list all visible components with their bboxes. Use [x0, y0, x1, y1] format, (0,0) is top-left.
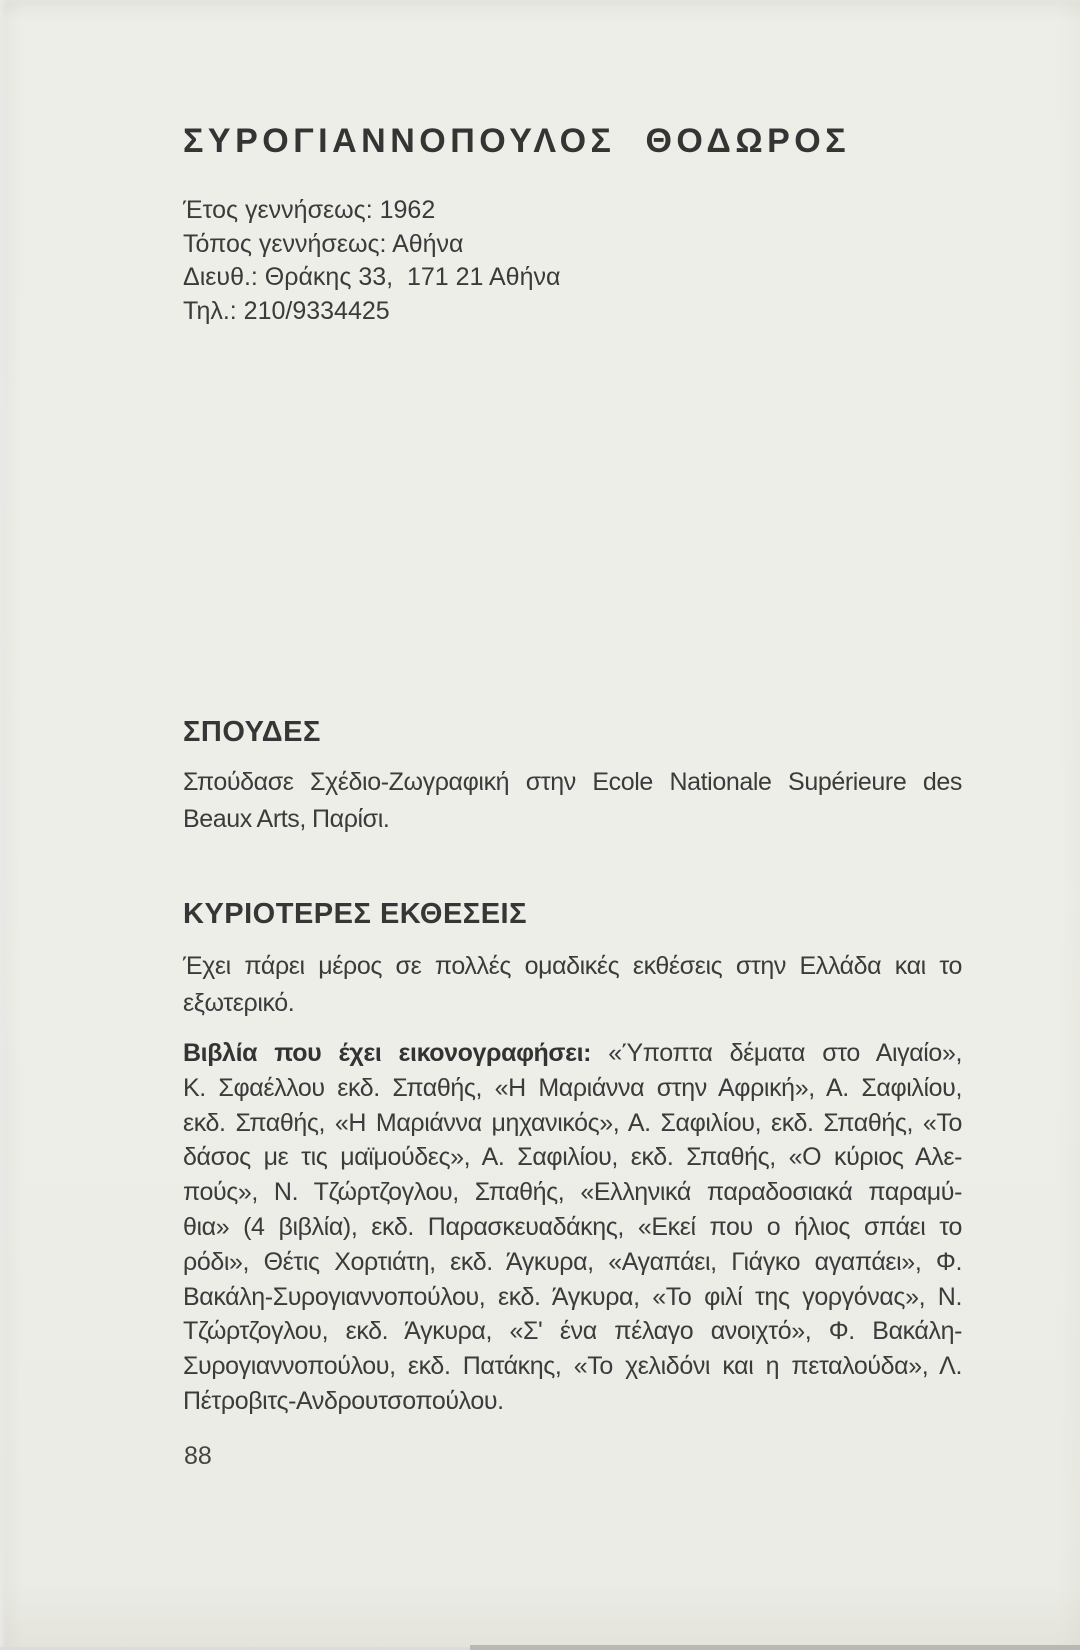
- text-line: πούς», Ν. Τζώρτζογλου, Σπαθής, «Ελληνικά παραδοσιακά παραμύ-: [183, 1178, 962, 1207]
- studies-heading: ΣΠΟΥΔΕΣ: [183, 716, 321, 748]
- text-line: Έχει πάρει μέρος σε πολλές ομαδικές εκθέσεις στην Ελλάδα και το: [183, 952, 962, 980]
- books-first-line: [183, 1036, 962, 1071]
- personal-info-block: [183, 194, 560, 328]
- text-line: Βακάλη-Συρογιαννοπούλου, εκδ. Άγκυρα, «Το φιλί της γοργόνας», Ν.: [183, 1282, 962, 1311]
- title-firstname: ΘΟΔΩΡΟΣ: [645, 122, 851, 160]
- studies-paragraph: [183, 764, 962, 838]
- scan-artifact-bottom: [470, 1645, 1080, 1650]
- books-lead-label: Βιβλία που έχει εικονογραφήσει:: [183, 1039, 592, 1067]
- page-title: [183, 122, 850, 161]
- text-line: Τζώρτζογλου, εκδ. Άγκυρα, «Σ' ένα πέλαγο ανοιχτό», Φ. Βακάλη-: [183, 1317, 962, 1346]
- text-line: Έτος γεννήσεως: 1962: [183, 196, 436, 224]
- text-line: θια» (4 βιβλία), εκδ. Παρασκευαδάκης, «Εκεί που ο ήλιος σπάει το: [183, 1212, 962, 1241]
- text-line: εκδ. Σπαθής, «Η Μαριάννα μηχανικός», Α. Σαφιλίου, εκδ. Σπαθής, «Το: [183, 1108, 962, 1137]
- text-line: εξωτερικό.: [183, 989, 295, 1017]
- exhibitions-paragraph: [183, 948, 962, 1022]
- text-line: Πέτροβιτς-Ανδρουτσοπούλου.: [183, 1386, 504, 1415]
- page-number: 88: [184, 1442, 212, 1470]
- text-line: ρόδι», Θέτις Χορτιάτη, εκδ. Άγκυρα, «Αγαπάει, Γιάγκο αγαπάει», Φ.: [183, 1247, 962, 1276]
- books-rest-lines: [183, 1071, 962, 1419]
- scan-edge-top: [0, 0, 1080, 6]
- text-line: Τόπος γεννήσεως: Αθήνα: [183, 229, 464, 258]
- books-first-line-rest: «Ύποπτα δέματα στο Αιγαίο»,: [591, 1039, 962, 1067]
- text-line: Σπούδασε Σχέδιο-Ζωγραφική στην Ecole Nationale Supérieure des: [183, 768, 962, 796]
- exhibitions-heading: ΚΥΡΙΟΤΕΡΕΣ ΕΚΘΕΣΕΙΣ: [183, 898, 528, 930]
- text-line: Συρογιαννοπούλου, εκδ. Πατάκης, «Το χελιδόνι και η πεταλούδα», Λ.: [183, 1352, 962, 1381]
- text-line: Κ. Σφαέλλου εκδ. Σπαθής, «Η Μαριάννα στην Αφρική», Α. Σαφιλίου,: [183, 1073, 962, 1102]
- scan-edge-left: [0, 0, 7, 1650]
- title-surname: ΣΥΡΟΓΙΑΝΝΟΠΟΥΛΟΣ: [183, 122, 616, 160]
- illustrated-books-paragraph: [183, 1036, 962, 1419]
- text-line: δάσος με τις μαϊμούδες», Α. Σαφιλίου, εκδ. Σπαθής, «Ο κύριος Αλε-: [183, 1143, 962, 1172]
- text-line: Beaux Arts, Παρίσι.: [183, 805, 390, 833]
- text-line: Διευθ.: Θράκης 33, 171 21 Αθήνα: [183, 263, 561, 291]
- text-line: Τηλ.: 210/9334425: [183, 296, 390, 325]
